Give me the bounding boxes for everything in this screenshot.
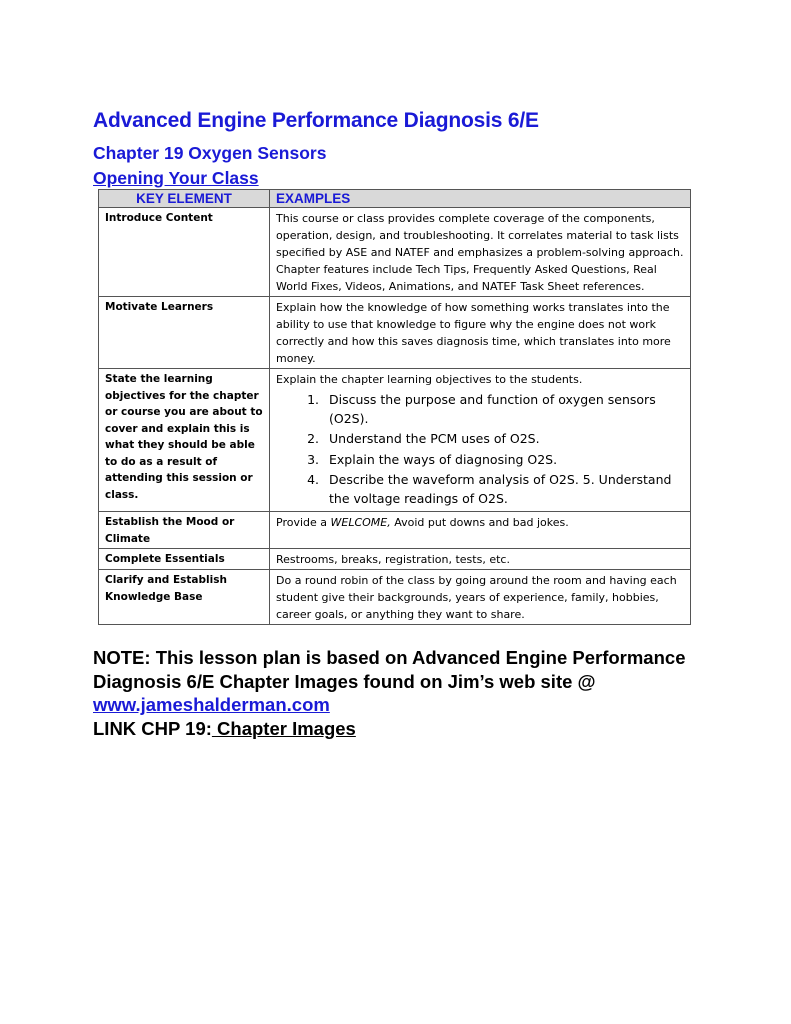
lesson-plan-table xyxy=(98,189,691,625)
chapter-heading: Chapter 19 Oxygen Sensors xyxy=(93,143,327,163)
website-link[interactable]: www.jameshalderman.com xyxy=(93,694,330,715)
example-cell: Do a round robin of the class by going around the room and having each student give their backgrounds, years of experience, family, hobbies, career goals, or anything they want to share. xyxy=(270,570,691,625)
example-cell: Explain how the knowledge of how something works translates into the ability to use that knowledge to figure why the engine does not work correctly and how this saves diagnosis time, which translates into more money. xyxy=(270,297,691,369)
chapter-link-label: LINK CHP 19: xyxy=(93,717,212,739)
welcome-emphasis: WELCOME, xyxy=(330,516,391,529)
section-heading: Opening Your Class xyxy=(93,168,259,188)
key-element-cell: State the learning objectives for the chapter or course you are about to cover and explain this is what they should be able to do as a result of attending this session or class. xyxy=(99,369,270,512)
example-cell xyxy=(270,512,691,549)
key-element-cell: Introduce Content xyxy=(99,208,270,297)
objective-item: 4. Describe the waveform analysis of O2S. 5. Understand the voltage readings of O2S. xyxy=(323,471,684,508)
objectives-list xyxy=(276,391,684,508)
table-row xyxy=(99,549,691,570)
examples-header: EXAMPLES xyxy=(270,190,691,208)
objectives-intro: Explain the chapter learning objectives to the students. xyxy=(276,373,583,386)
table-row xyxy=(99,369,691,512)
table-row xyxy=(99,208,691,297)
key-element-cell: Establish the Mood or Climate xyxy=(99,512,270,549)
note-text: NOTE: This lesson plan is based on Advanced Engine Performance Diagnosis 6/E Chapter Images found on Jim’s web site @ xyxy=(93,647,686,692)
chapter-images-link[interactable]: Chapter Images xyxy=(211,717,356,739)
objective-item: 2. Understand the PCM uses of O2S. xyxy=(323,430,684,449)
key-element-cell: Clarify and Establish Knowledge Base xyxy=(99,570,270,625)
example-text: Provide a xyxy=(276,516,331,529)
objective-item: 1. Discuss the purpose and function of oxygen sensors (O2S). xyxy=(323,391,684,428)
key-element-header: KEY ELEMENT xyxy=(99,190,270,208)
objective-item: 3. Explain the ways of diagnosing O2S. xyxy=(323,451,684,470)
example-cell: This course or class provides complete coverage of the components, operation, design, and troubleshooting. It correlates material to task lists specified by ASE and NATEF and emphasizes a problem-solving approach. Chapter features include Tech Tips, Frequently Asked Questions, Real World Fixes, Videos, Animations, and NATEF Task Sheet references. xyxy=(270,208,691,297)
table-row xyxy=(99,570,691,625)
table-row xyxy=(99,512,691,549)
table-header-row xyxy=(99,190,691,208)
example-cell xyxy=(270,369,691,512)
document-title: Advanced Engine Performance Diagnosis 6/E xyxy=(93,109,539,132)
key-element-cell: Motivate Learners xyxy=(99,297,270,369)
example-cell: Restrooms, breaks, registration, tests, etc. xyxy=(270,549,691,570)
example-text: Avoid put downs and bad jokes. xyxy=(390,516,569,529)
lesson-plan-note xyxy=(93,646,713,740)
key-element-cell: Complete Essentials xyxy=(99,549,270,570)
table-row xyxy=(99,297,691,369)
